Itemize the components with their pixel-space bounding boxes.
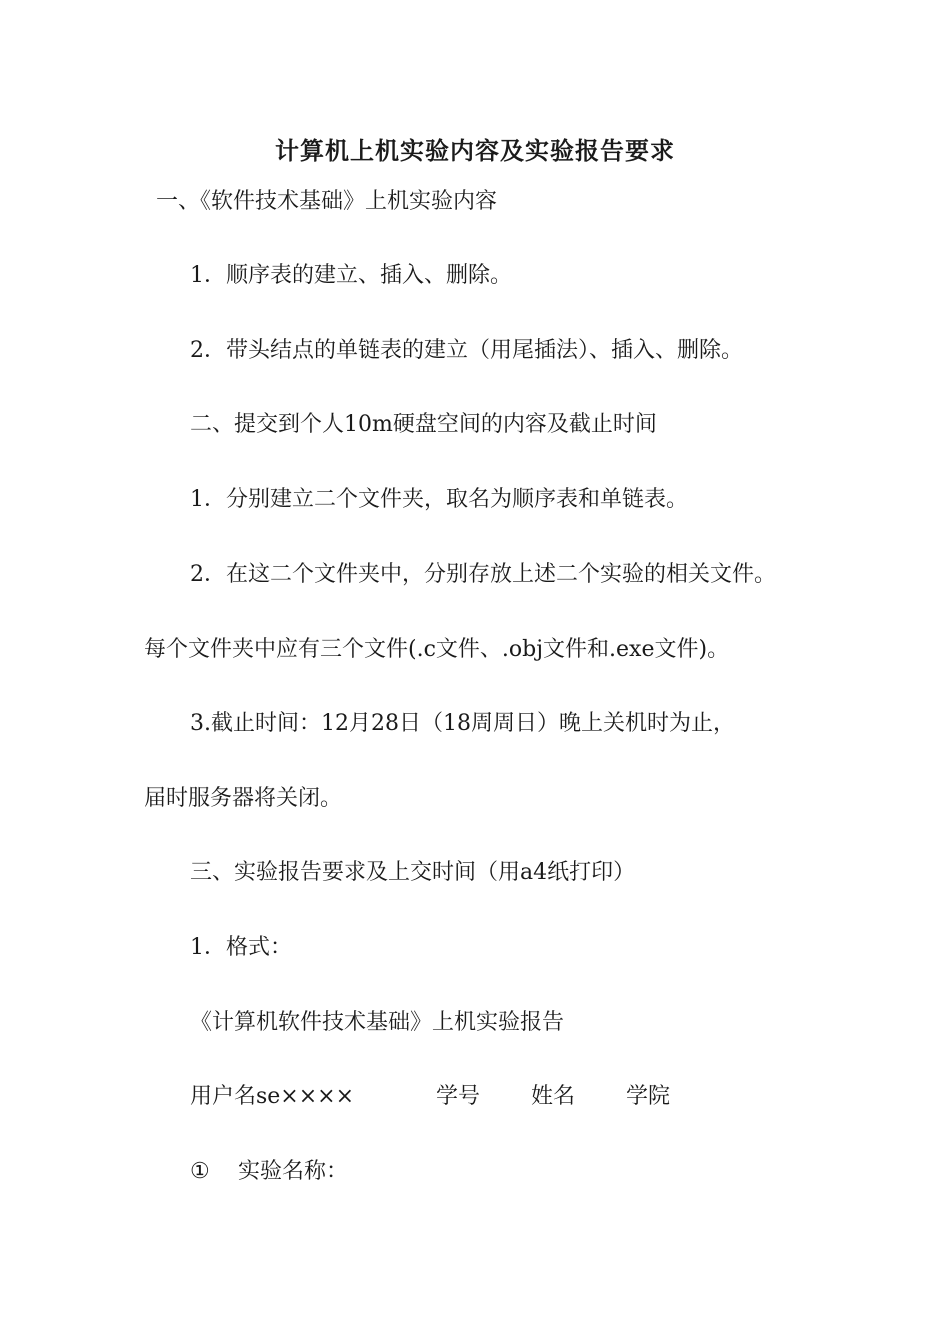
circled-number-one: ①	[190, 1159, 210, 1184]
student-id-field: 学号	[436, 1084, 481, 1109]
section1-item-1: 1．顺序表的建立、插入、删除。	[190, 263, 512, 288]
report-header-fields	[190, 1081, 670, 1113]
section2-item-3-line-2: 届时服务器将关闭。	[144, 786, 343, 811]
college-field: 学院	[626, 1084, 671, 1109]
report-title: 《计算机软件技术基础》上机实验报告	[190, 1010, 565, 1035]
section2-item-2-line-2: 每个文件夹中应有三个文件(.c文件、.obj文件和.exe文件)。	[144, 637, 730, 662]
section2-item-1: 1．分别建立二个文件夹，取名为顺序表和单链表。	[190, 487, 688, 512]
section2-item-3-line-1: 3.截止时间：12月28日（18周周日）晚上关机时为止，	[190, 711, 735, 736]
name-field: 姓名	[531, 1084, 576, 1109]
section2-heading: 二、提交到个人10m硬盘空间的内容及截止时间	[190, 412, 657, 437]
section3-item-1: 1．格式：	[190, 935, 292, 960]
experiment-name-label: 实验名称：	[238, 1159, 349, 1184]
experiment-name-row	[190, 1156, 348, 1188]
section2-item-2-line-1: 2．在这二个文件夹中，分别存放上述二个实验的相关文件。	[190, 562, 776, 587]
section1-item-2: 2．带头结点的单链表的建立（用尾插法）、插入、删除。	[190, 338, 743, 363]
document-title: 计算机上机实验内容及实验报告要求	[275, 136, 675, 165]
section3-heading: 三、实验报告要求及上交时间（用a4纸打印）	[190, 860, 636, 885]
username-field: 用户名se××××	[190, 1084, 355, 1109]
section1-heading: 一、《软件技术基础》上机实验内容	[156, 189, 498, 214]
